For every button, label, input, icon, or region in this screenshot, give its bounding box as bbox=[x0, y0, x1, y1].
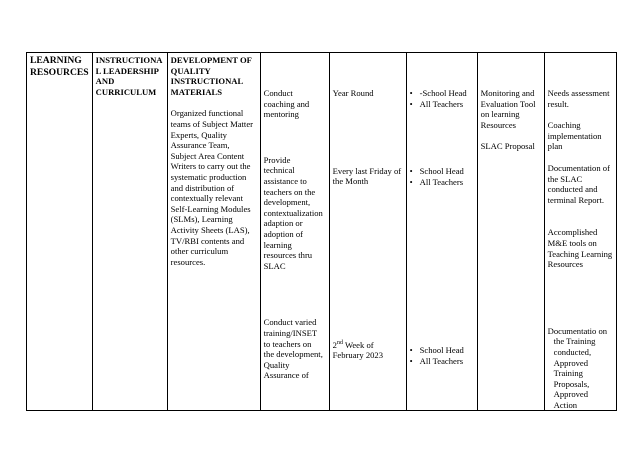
mov-line: Resources bbox=[480, 119, 516, 130]
output-2 bbox=[548, 120, 613, 152]
list-item bbox=[410, 166, 474, 177]
timeline-cell bbox=[329, 53, 406, 411]
output-line: Approved Action bbox=[553, 389, 589, 410]
output-4 bbox=[548, 227, 613, 269]
output-line: conducted, bbox=[553, 346, 592, 357]
output-line: result. bbox=[547, 98, 569, 109]
ordinal-number: 2 bbox=[332, 339, 337, 350]
bullet-icon: • bbox=[409, 176, 413, 187]
activity-line: assistance to bbox=[263, 175, 307, 186]
heading-line: INSTRUCTIONAL bbox=[170, 76, 244, 87]
timeline-line: Every last Friday of bbox=[332, 165, 402, 176]
area-label-line2: RESOURCES bbox=[30, 66, 89, 78]
activity-line: resources thru bbox=[263, 250, 313, 261]
body-line: Writers to carry out the bbox=[170, 161, 251, 172]
timeline-3 bbox=[333, 340, 403, 361]
output-line: plan bbox=[547, 141, 563, 152]
activity-line: learning bbox=[263, 239, 292, 250]
activity-line: Conduct bbox=[263, 88, 293, 98]
output-line: Accomplished bbox=[547, 227, 598, 238]
heading-line: QUALITY bbox=[170, 65, 211, 76]
output-line: conducted and bbox=[547, 184, 598, 195]
mov-line: on learning bbox=[480, 109, 520, 120]
ordinal-suffix: nd bbox=[336, 339, 343, 346]
body-line: other curriculum bbox=[170, 246, 229, 257]
area-label-line1: LEARNING bbox=[30, 55, 82, 66]
output-line: Approved bbox=[553, 357, 589, 368]
persons-cell bbox=[406, 53, 477, 411]
person-label: All Teachers bbox=[419, 98, 464, 109]
activity-line: Assurance of bbox=[263, 370, 309, 381]
area-cell bbox=[27, 53, 93, 411]
body-line: Organized functional bbox=[170, 108, 244, 119]
output-line: the SLAC bbox=[547, 173, 583, 184]
activity-line: training/INSET bbox=[263, 327, 318, 338]
body-line: Assurance Team, bbox=[170, 140, 230, 151]
activity-line: teachers on the bbox=[263, 186, 316, 197]
body-line: resources. bbox=[170, 256, 206, 267]
activity-line: technical bbox=[263, 165, 295, 176]
output-line: terminal Report. bbox=[547, 194, 604, 205]
body-line: (SLMs), Learning bbox=[170, 214, 233, 225]
activity-1 bbox=[264, 88, 326, 120]
mov-line: Evaluation Tool bbox=[480, 98, 536, 109]
domain-line: INSTRUCTIONA bbox=[95, 55, 163, 65]
table-row bbox=[27, 53, 617, 411]
activity-line: the development, bbox=[263, 349, 323, 360]
activity-line: to teachers on bbox=[263, 338, 312, 349]
bullet-icon: • bbox=[409, 88, 413, 98]
output-line: Needs assessment bbox=[547, 88, 610, 98]
body-line: Self-Learning Modules bbox=[170, 203, 251, 214]
body-line: and distribution of bbox=[170, 182, 235, 193]
output-line: Documentatio on bbox=[547, 325, 608, 336]
activity-line: adoption of bbox=[263, 228, 304, 239]
timeline-line: the Month bbox=[332, 176, 369, 187]
persons-group-3 bbox=[410, 345, 474, 366]
objective-heading bbox=[171, 55, 257, 97]
activity-3 bbox=[264, 317, 326, 381]
person-label: School Head bbox=[419, 166, 464, 177]
bullet-icon: • bbox=[409, 345, 413, 356]
mov-line: Monitoring and bbox=[480, 88, 535, 98]
timeline-line: February 2023 bbox=[332, 350, 384, 361]
person-label: All Teachers bbox=[419, 355, 464, 366]
objective-body bbox=[171, 108, 257, 267]
body-line: teams of Subject Matter bbox=[170, 118, 253, 129]
timeline-2 bbox=[333, 166, 403, 187]
activity-line: coaching and bbox=[263, 98, 310, 109]
person-label: -School Head bbox=[419, 88, 467, 98]
activity-line: Conduct varied bbox=[263, 317, 317, 328]
output-line: Training bbox=[553, 368, 583, 379]
output-3 bbox=[548, 163, 613, 205]
activity-cell bbox=[260, 53, 329, 411]
body-line: Subject Area Content bbox=[170, 150, 245, 161]
domain-cell bbox=[92, 53, 167, 411]
activity-line: adaption or bbox=[263, 218, 303, 229]
body-line: TV/RBI contents and bbox=[170, 235, 245, 246]
mov-1 bbox=[481, 88, 541, 130]
list-item bbox=[410, 99, 474, 110]
domain-line: L LEADERSHIP bbox=[95, 65, 159, 76]
plan-table bbox=[26, 52, 617, 411]
output-line: implementation bbox=[547, 130, 602, 141]
activity-line: Provide bbox=[263, 154, 291, 165]
timeline-1: Year Round bbox=[332, 88, 374, 98]
activity-line: contextualization bbox=[263, 207, 323, 218]
body-line: systematic production bbox=[170, 171, 247, 182]
body-line: Experts, Quality bbox=[170, 129, 227, 140]
output-line: the Training bbox=[553, 336, 596, 347]
list-item bbox=[410, 88, 474, 99]
mov-cell bbox=[477, 53, 544, 411]
output-5 bbox=[548, 326, 613, 411]
persons-group-2 bbox=[410, 166, 474, 187]
body-line: Activity Sheets (LAS), bbox=[170, 224, 250, 235]
domain-line: CURRICULUM bbox=[95, 86, 157, 97]
list-item bbox=[410, 345, 474, 356]
list-item bbox=[410, 356, 474, 367]
person-label: All Teachers bbox=[419, 176, 464, 187]
output-line: Proposals, bbox=[553, 378, 590, 389]
output-line: Coaching bbox=[547, 120, 581, 131]
mov-2: SLAC Proposal bbox=[480, 141, 535, 152]
heading-line: DEVELOPMENT OF bbox=[170, 55, 252, 65]
activity-line: development, bbox=[263, 197, 311, 208]
person-label: School Head bbox=[419, 345, 464, 356]
body-line: contextually relevant bbox=[170, 193, 243, 204]
persons-group-1 bbox=[410, 88, 474, 109]
output-line: Documentation of bbox=[547, 162, 610, 173]
activity-2 bbox=[264, 155, 326, 272]
output-line: Teaching Learning bbox=[547, 248, 613, 259]
output-line: Resources bbox=[547, 259, 583, 270]
activity-line: Quality bbox=[263, 359, 290, 370]
bullet-icon: • bbox=[409, 98, 413, 109]
output-cell bbox=[544, 53, 616, 411]
output-line: M&E tools on bbox=[547, 237, 597, 248]
list-item bbox=[410, 177, 474, 188]
domain-line: AND bbox=[95, 76, 115, 87]
objective-cell bbox=[167, 53, 260, 411]
bullet-icon: • bbox=[409, 355, 413, 366]
timeline-line: Week of bbox=[342, 339, 374, 350]
heading-line: MATERIALS bbox=[170, 86, 223, 97]
activity-line: SLAC bbox=[263, 260, 286, 271]
activity-line: mentoring bbox=[263, 109, 299, 120]
bullet-icon: • bbox=[409, 166, 413, 177]
output-1 bbox=[548, 88, 613, 109]
